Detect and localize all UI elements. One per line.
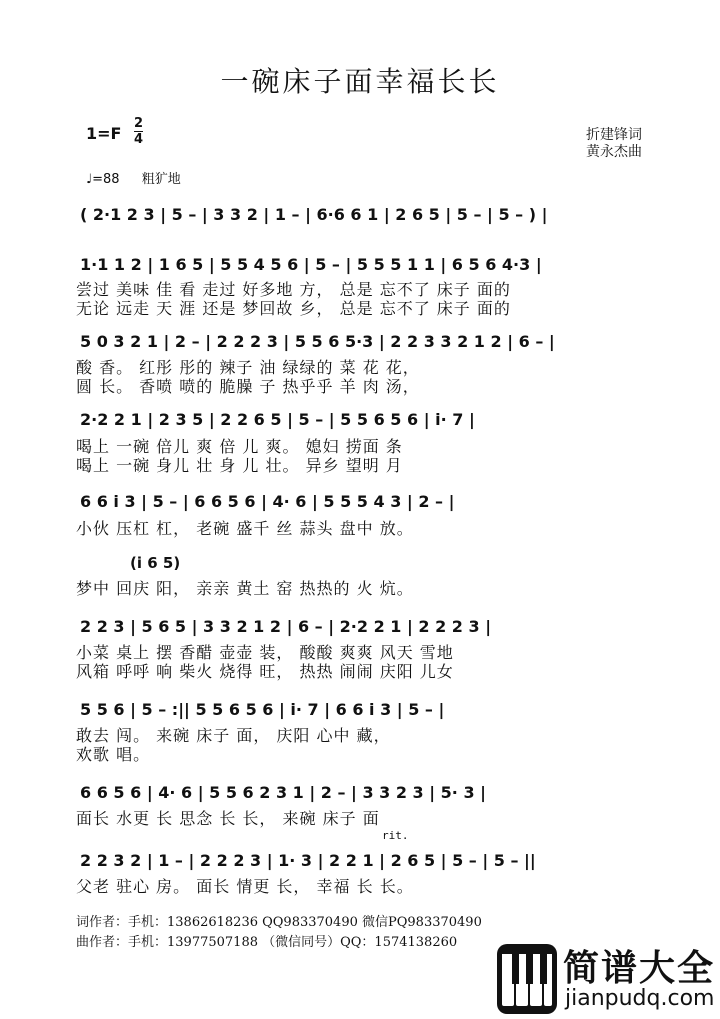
site-logo — [497, 940, 717, 1018]
time-signature — [134, 117, 143, 146]
meter-bottom: 4 — [134, 132, 144, 147]
lyricist-credit: 折建锋词 — [586, 127, 642, 143]
lyric-line-13: 面长 水更 长 思念 长 长， 来碗 床子 面 — [76, 809, 380, 828]
lyric-line-11: 敢去 闯。 来碗 床子 面， 庆阳 心中 藏， — [76, 726, 391, 745]
quarter-note-icon: ♩ — [86, 172, 93, 187]
notation-row-3: 5 0 3 2 1 | 2 – | 2 2 2 3 | 5 5 6 5·3 | 2 2 3 3 2 1 2 | 6 – | — [80, 332, 555, 351]
notation-row-6: 2 2 3 | 5 6 5 | 3 3 2 1 2 | 6 – | 2·2 2 1 | 2 2 2 3 | — [80, 617, 492, 636]
logo-brand: 简谱大全 — [563, 948, 716, 989]
notation-row-2: 1·1 1 2 | 1 6 5 | 5 5 4 5 6 | 5 – | 5 5 5 1 1 | 6 5 6 4·3 | — [80, 255, 542, 274]
lyric-line-4: 圆 长。 香喷 喷的 脆臊 子 热乎乎 羊 肉 汤， — [76, 377, 420, 396]
lyric-line-5: 喝上 一碗 倍儿 爽 倍 儿 爽。 媳妇 捞面 条 — [76, 437, 403, 456]
lyric-line-2: 无论 远走 天 涯 还是 梦回故 乡， 总是 忘不了 床子 面的 — [76, 299, 511, 318]
lyric-line-14: 父老 驻心 房。 面长 情更 长， 幸福 长 长。 — [76, 877, 414, 896]
rit-marking: rit. — [382, 829, 409, 842]
notation-row-5: 6 6 i 3 | 5 – | 6 6 5 6 | 4· 6 | 5 5 5 4 3 | 2 – | — [80, 492, 455, 511]
lyric-line-12: 欢歌 唱。 — [76, 745, 151, 764]
notation-row-9: 2 2 3 2 | 1 – | 2 2 2 3 | 1· 3 | 2 2 1 | 2 6 5 | 5 – | 5 – || — [80, 851, 536, 870]
footer-lyricist-contact: 词作者：手机：13862618236 QQ983370490 微信PQ983370490 — [76, 915, 482, 930]
piano-icon — [497, 944, 557, 1014]
notation-row-8: 6 6 5 6 | 4· 6 | 5 5 6 2 3 1 | 2 – | 3 3 2 3 | 5· 3 | — [80, 783, 486, 802]
footer-composer-contact: 曲作者：手机：13977507188 （微信同号）QQ：1574138260 — [76, 935, 458, 950]
notation-row-1: ( 2·1 2 3 | 5 – | 3 3 2 | 1 – | 6·6 6 1 | 2 6 5 | 5 – | 5 – ) | — [80, 205, 548, 224]
tempo-expression: 粗犷地 — [141, 172, 181, 187]
tempo-marking — [86, 168, 181, 187]
lyric-line-8: 梦中 回庆 阳， 亲亲 黄土 窑 热热的 火 炕。 — [76, 579, 414, 598]
notation-row-4: 2·2 2 1 | 2 3 5 | 2 2 6 5 | 5 – | 5 5 6 5 6 | i· 7 | — [80, 410, 475, 429]
composer-credit: 黄永杰曲 — [586, 144, 642, 160]
bracketed-notes: (i 6 5) — [130, 554, 181, 572]
tempo-value: =88 — [92, 172, 120, 187]
song-title: 一碗床子面幸福长长 — [220, 65, 500, 98]
lyric-line-9: 小菜 桌上 摆 香醋 壶壶 装， 酸酸 爽爽 风天 雪地 — [76, 643, 454, 662]
lyric-line-1: 尝过 美味 佳 看 走过 好多地 方， 总是 忘不了 床子 面的 — [76, 280, 511, 299]
lyric-line-3: 酸 香。 红彤 彤的 辣子 油 绿绿的 菜 花 花， — [76, 358, 420, 377]
lyric-line-7: 小伙 压杠 杠， 老碗 盛千 丝 蒜头 盘中 放。 — [76, 519, 414, 538]
meter-top: 2 — [134, 116, 144, 131]
lyric-line-6: 喝上 一碗 身儿 壮 身 儿 壮。 异乡 望明 月 — [76, 456, 403, 475]
lyric-line-10: 风箱 呼呼 响 柴火 烧得 旺， 热热 闹闹 庆阳 儿女 — [76, 662, 454, 681]
notation-row-7: 5 5 6 | 5 – :|| 5 5 6 5 6 | i· 7 | 6 6 i 3 | 5 – | — [80, 700, 445, 719]
logo-url: jianpudq.com — [565, 986, 715, 1011]
key-signature: 1=F — [86, 124, 122, 143]
